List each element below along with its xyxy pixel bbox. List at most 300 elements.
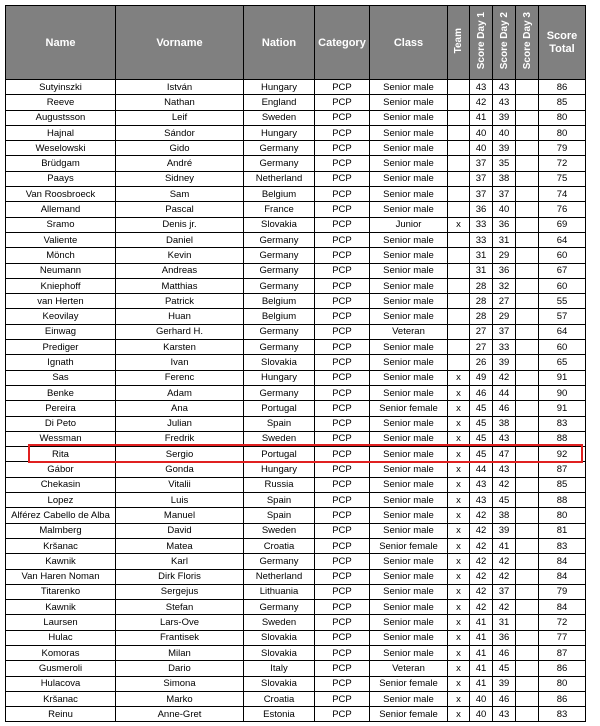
score-total-cell: 80 xyxy=(539,676,586,691)
table-row xyxy=(6,355,586,370)
nation-cell: Portugal xyxy=(244,447,315,462)
score-day-3-cell xyxy=(516,202,539,217)
table-row xyxy=(6,171,586,186)
table-row xyxy=(6,187,586,202)
score-day-2-cell: 39 xyxy=(493,523,516,538)
table-row xyxy=(6,294,586,309)
table-row xyxy=(6,447,586,462)
table-row xyxy=(6,232,586,247)
team-cell: x xyxy=(448,447,470,462)
score-day-1-cell: 36 xyxy=(470,202,493,217)
score-day-2-cell: 35 xyxy=(493,156,516,171)
score-day-1-cell: 42 xyxy=(470,538,493,553)
score-day-1-cell: 41 xyxy=(470,615,493,630)
name-cell: Prediger xyxy=(6,340,116,355)
class-cell: Senior female xyxy=(370,401,448,416)
score-total-cell: 86 xyxy=(539,691,586,706)
score-day-1-cell: 40 xyxy=(470,141,493,156)
nation-cell: Sweden xyxy=(244,523,315,538)
vorname-cell: André xyxy=(116,156,244,171)
nation-cell: Germany xyxy=(244,263,315,278)
team-cell: x xyxy=(448,217,470,232)
vorname-cell: Huan xyxy=(116,309,244,324)
score-total-cell: 69 xyxy=(539,217,586,232)
team-cell: x xyxy=(448,431,470,446)
score-total-cell: 64 xyxy=(539,324,586,339)
class-cell: Senior male xyxy=(370,493,448,508)
table-row xyxy=(6,309,586,324)
vorname-cell: Dirk Floris xyxy=(116,569,244,584)
score-day-3-cell xyxy=(516,477,539,492)
category-cell: PCP xyxy=(315,554,370,569)
score-day-2-cell: 45 xyxy=(493,661,516,676)
table-row xyxy=(6,110,586,125)
score-day-2-cell: 46 xyxy=(493,645,516,660)
team-cell: x xyxy=(448,676,470,691)
vorname-cell: Manuel xyxy=(116,508,244,523)
header-score-total-label: Score Total xyxy=(546,29,578,55)
score-day-3-cell xyxy=(516,385,539,400)
class-cell: Senior male xyxy=(370,462,448,477)
vorname-cell: Sergejus xyxy=(116,584,244,599)
score-day-1-cell: 33 xyxy=(470,217,493,232)
score-day-3-cell xyxy=(516,615,539,630)
score-day-3-cell xyxy=(516,569,539,584)
score-day-2-cell: 38 xyxy=(493,171,516,186)
category-cell: PCP xyxy=(315,661,370,676)
category-cell: PCP xyxy=(315,278,370,293)
category-cell: PCP xyxy=(315,217,370,232)
name-cell: Di Peto xyxy=(6,416,116,431)
score-total-cell: 79 xyxy=(539,141,586,156)
results-table-container xyxy=(5,5,586,722)
class-cell: Senior male xyxy=(370,232,448,247)
vorname-cell: Karsten xyxy=(116,340,244,355)
score-day-2-cell: 31 xyxy=(493,232,516,247)
class-cell: Senior male xyxy=(370,615,448,630)
vorname-cell: Sándor xyxy=(116,125,244,140)
table-row xyxy=(6,370,586,385)
score-day-1-cell: 27 xyxy=(470,340,493,355)
table-row xyxy=(6,340,586,355)
name-cell: Titarenko xyxy=(6,584,116,599)
score-day-2-cell: 38 xyxy=(493,416,516,431)
category-cell: PCP xyxy=(315,416,370,431)
category-cell: PCP xyxy=(315,569,370,584)
score-day-2-cell: 39 xyxy=(493,110,516,125)
name-cell: Reinu xyxy=(6,707,116,722)
team-cell: x xyxy=(448,615,470,630)
table-row xyxy=(6,523,586,538)
score-day-1-cell: 49 xyxy=(470,370,493,385)
name-cell: Van Roosbroeck xyxy=(6,187,116,202)
table-row xyxy=(6,278,586,293)
nation-cell: Slovakia xyxy=(244,676,315,691)
vorname-cell: Vitalii xyxy=(116,477,244,492)
team-cell xyxy=(448,232,470,247)
category-cell: PCP xyxy=(315,462,370,477)
score-day-1-cell: 27 xyxy=(470,324,493,339)
nation-cell: Croatia xyxy=(244,691,315,706)
table-row xyxy=(6,477,586,492)
score-day-2-cell: 43 xyxy=(493,80,516,95)
vorname-cell: Ana xyxy=(116,401,244,416)
score-day-2-cell: 36 xyxy=(493,630,516,645)
score-total-cell: 85 xyxy=(539,477,586,492)
vorname-cell: Adam xyxy=(116,385,244,400)
team-cell xyxy=(448,95,470,110)
score-day-1-cell: 42 xyxy=(470,523,493,538)
score-day-1-cell: 33 xyxy=(470,232,493,247)
table-row xyxy=(6,324,586,339)
score-day-2-cell: 37 xyxy=(493,584,516,599)
score-day-1-cell: 46 xyxy=(470,385,493,400)
vorname-cell: Kevin xyxy=(116,248,244,263)
vorname-cell: Luis xyxy=(116,493,244,508)
class-cell: Senior male xyxy=(370,370,448,385)
header-team xyxy=(448,6,470,80)
score-day-2-cell: 37 xyxy=(493,187,516,202)
score-day-3-cell xyxy=(516,554,539,569)
class-cell: Senior male xyxy=(370,477,448,492)
nation-cell: Italy xyxy=(244,661,315,676)
score-day-1-cell: 41 xyxy=(470,676,493,691)
name-cell: Malmberg xyxy=(6,523,116,538)
score-day-1-cell: 42 xyxy=(470,584,493,599)
header-row xyxy=(6,6,586,80)
class-cell: Senior female xyxy=(370,538,448,553)
category-cell: PCP xyxy=(315,431,370,446)
class-cell: Junior xyxy=(370,217,448,232)
nation-cell: Estonia xyxy=(244,707,315,722)
score-day-3-cell xyxy=(516,95,539,110)
team-cell xyxy=(448,110,470,125)
category-cell: PCP xyxy=(315,202,370,217)
score-total-cell: 84 xyxy=(539,569,586,584)
score-total-cell: 91 xyxy=(539,401,586,416)
header-score-day-1 xyxy=(470,6,493,80)
name-cell: Rita xyxy=(6,447,116,462)
class-cell: Senior male xyxy=(370,141,448,156)
score-total-cell: 76 xyxy=(539,202,586,217)
name-cell: Pereira xyxy=(6,401,116,416)
vorname-cell: Daniel xyxy=(116,232,244,247)
score-total-cell: 75 xyxy=(539,171,586,186)
score-day-1-cell: 43 xyxy=(470,477,493,492)
nation-cell: Belgium xyxy=(244,294,315,309)
name-cell: Kawnik xyxy=(6,554,116,569)
team-cell xyxy=(448,340,470,355)
header-nation: Nation xyxy=(244,6,315,80)
score-day-2-cell: 39 xyxy=(493,141,516,156)
table-row xyxy=(6,431,586,446)
header-score-day-2 xyxy=(493,6,516,80)
header-name: Name xyxy=(6,6,116,80)
results-table xyxy=(5,5,586,722)
class-cell: Senior male xyxy=(370,569,448,584)
class-cell: Senior male xyxy=(370,95,448,110)
nation-cell: Hungary xyxy=(244,370,315,385)
vorname-cell: Ferenc xyxy=(116,370,244,385)
score-day-1-cell: 43 xyxy=(470,80,493,95)
score-day-2-cell: 33 xyxy=(493,340,516,355)
score-total-cell: 87 xyxy=(539,462,586,477)
score-day-3-cell xyxy=(516,447,539,462)
score-day-2-cell: 38 xyxy=(493,508,516,523)
score-day-2-cell: 47 xyxy=(493,447,516,462)
name-cell: Keovilay xyxy=(6,309,116,324)
category-cell: PCP xyxy=(315,340,370,355)
team-cell xyxy=(448,125,470,140)
nation-cell: Spain xyxy=(244,508,315,523)
table-row xyxy=(6,615,586,630)
vorname-cell: Marko xyxy=(116,691,244,706)
name-cell: Sas xyxy=(6,370,116,385)
header-category: Category xyxy=(315,6,370,80)
category-cell: PCP xyxy=(315,615,370,630)
score-day-3-cell xyxy=(516,661,539,676)
vorname-cell: Patrick xyxy=(116,294,244,309)
header-score-day-1-label: Score Day 1 xyxy=(475,12,487,70)
category-cell: PCP xyxy=(315,171,370,186)
score-day-1-cell: 31 xyxy=(470,263,493,278)
table-row xyxy=(6,538,586,553)
vorname-cell: Lars-Ove xyxy=(116,615,244,630)
class-cell: Senior male xyxy=(370,431,448,446)
table-row xyxy=(6,707,586,722)
score-total-cell: 55 xyxy=(539,294,586,309)
class-cell: Senior male xyxy=(370,248,448,263)
score-day-2-cell: 39 xyxy=(493,676,516,691)
score-day-3-cell xyxy=(516,691,539,706)
vorname-cell: Sidney xyxy=(116,171,244,186)
table-row xyxy=(6,202,586,217)
category-cell: PCP xyxy=(315,80,370,95)
nation-cell: Lithuania xyxy=(244,584,315,599)
score-day-1-cell: 41 xyxy=(470,645,493,660)
score-day-2-cell: 36 xyxy=(493,263,516,278)
score-day-3-cell xyxy=(516,676,539,691)
nation-cell: Slovakia xyxy=(244,645,315,660)
vorname-cell: Matthias xyxy=(116,278,244,293)
score-day-3-cell xyxy=(516,707,539,722)
score-day-2-cell: 37 xyxy=(493,324,516,339)
nation-cell: Slovakia xyxy=(244,630,315,645)
vorname-cell: Sam xyxy=(116,187,244,202)
name-cell: Gábor xyxy=(6,462,116,477)
score-total-cell: 90 xyxy=(539,385,586,400)
score-day-2-cell: 36 xyxy=(493,217,516,232)
nation-cell: Hungary xyxy=(244,462,315,477)
class-cell: Senior male xyxy=(370,508,448,523)
score-day-1-cell: 28 xyxy=(470,278,493,293)
score-day-3-cell xyxy=(516,324,539,339)
team-cell xyxy=(448,324,470,339)
score-day-1-cell: 45 xyxy=(470,447,493,462)
category-cell: PCP xyxy=(315,385,370,400)
name-cell: van Herten xyxy=(6,294,116,309)
team-cell xyxy=(448,248,470,263)
team-cell: x xyxy=(448,600,470,615)
category-cell: PCP xyxy=(315,645,370,660)
vorname-cell: David xyxy=(116,523,244,538)
class-cell: Senior male xyxy=(370,447,448,462)
name-cell: Sutyinszki xyxy=(6,80,116,95)
team-cell: x xyxy=(448,538,470,553)
nation-cell: Germany xyxy=(244,248,315,263)
vorname-cell: Fredrik xyxy=(116,431,244,446)
nation-cell: Portugal xyxy=(244,401,315,416)
score-day-2-cell: 31 xyxy=(493,615,516,630)
nation-cell: England xyxy=(244,95,315,110)
score-day-1-cell: 42 xyxy=(470,554,493,569)
name-cell: Hulacova xyxy=(6,676,116,691)
score-total-cell: 80 xyxy=(539,125,586,140)
score-day-3-cell xyxy=(516,355,539,370)
vorname-cell: Denis jr. xyxy=(116,217,244,232)
category-cell: PCP xyxy=(315,630,370,645)
score-day-2-cell: 44 xyxy=(493,385,516,400)
class-cell: Veteran xyxy=(370,661,448,676)
score-total-cell: 60 xyxy=(539,278,586,293)
score-day-3-cell xyxy=(516,630,539,645)
team-cell xyxy=(448,355,470,370)
score-day-1-cell: 28 xyxy=(470,309,493,324)
team-cell xyxy=(448,263,470,278)
vorname-cell: Simona xyxy=(116,676,244,691)
score-day-3-cell xyxy=(516,125,539,140)
score-total-cell: 84 xyxy=(539,554,586,569)
name-cell: Kršanac xyxy=(6,538,116,553)
nation-cell: Germany xyxy=(244,156,315,171)
score-total-cell: 83 xyxy=(539,538,586,553)
nation-cell: Netherland xyxy=(244,569,315,584)
table-row xyxy=(6,645,586,660)
score-day-2-cell: 42 xyxy=(493,370,516,385)
category-cell: PCP xyxy=(315,523,370,538)
nation-cell: Germany xyxy=(244,141,315,156)
name-cell: Benke xyxy=(6,385,116,400)
score-total-cell: 91 xyxy=(539,370,586,385)
score-total-cell: 65 xyxy=(539,355,586,370)
nation-cell: Hungary xyxy=(244,125,315,140)
vorname-cell: Andreas xyxy=(116,263,244,278)
score-total-cell: 86 xyxy=(539,661,586,676)
score-day-2-cell: 42 xyxy=(493,600,516,615)
class-cell: Senior male xyxy=(370,584,448,599)
score-day-3-cell xyxy=(516,263,539,278)
vorname-cell: Gerhard H. xyxy=(116,324,244,339)
name-cell: Mönch xyxy=(6,248,116,263)
table-row xyxy=(6,248,586,263)
score-day-3-cell xyxy=(516,187,539,202)
score-day-1-cell: 45 xyxy=(470,401,493,416)
team-cell: x xyxy=(448,477,470,492)
team-cell xyxy=(448,309,470,324)
score-day-2-cell: 29 xyxy=(493,309,516,324)
class-cell: Senior male xyxy=(370,309,448,324)
category-cell: PCP xyxy=(315,707,370,722)
team-cell: x xyxy=(448,385,470,400)
name-cell: Van Haren Noman xyxy=(6,569,116,584)
score-day-3-cell xyxy=(516,309,539,324)
score-day-1-cell: 42 xyxy=(470,95,493,110)
vorname-cell: Karl xyxy=(116,554,244,569)
name-cell: Chekasin xyxy=(6,477,116,492)
score-total-cell: 67 xyxy=(539,263,586,278)
nation-cell: Germany xyxy=(244,385,315,400)
team-cell xyxy=(448,156,470,171)
score-total-cell: 80 xyxy=(539,508,586,523)
team-cell xyxy=(448,202,470,217)
score-day-1-cell: 26 xyxy=(470,355,493,370)
score-day-3-cell xyxy=(516,431,539,446)
category-cell: PCP xyxy=(315,477,370,492)
score-total-cell: 64 xyxy=(539,232,586,247)
vorname-cell: István xyxy=(116,80,244,95)
score-day-1-cell: 37 xyxy=(470,156,493,171)
category-cell: PCP xyxy=(315,263,370,278)
team-cell: x xyxy=(448,645,470,660)
score-total-cell: 92 xyxy=(539,447,586,462)
vorname-cell: Stefan xyxy=(116,600,244,615)
category-cell: PCP xyxy=(315,447,370,462)
category-cell: PCP xyxy=(315,355,370,370)
score-total-cell: 79 xyxy=(539,584,586,599)
score-day-3-cell xyxy=(516,278,539,293)
score-total-cell: 57 xyxy=(539,309,586,324)
score-day-3-cell xyxy=(516,171,539,186)
score-total-cell: 83 xyxy=(539,416,586,431)
vorname-cell: Anne-Gret xyxy=(116,707,244,722)
vorname-cell: Matea xyxy=(116,538,244,553)
category-cell: PCP xyxy=(315,95,370,110)
score-day-3-cell xyxy=(516,401,539,416)
category-cell: PCP xyxy=(315,110,370,125)
name-cell: Einwag xyxy=(6,324,116,339)
name-cell: Alférez Cabello de Alba xyxy=(6,508,116,523)
class-cell: Senior male xyxy=(370,416,448,431)
score-day-2-cell: 42 xyxy=(493,569,516,584)
score-day-2-cell: 41 xyxy=(493,538,516,553)
score-day-3-cell xyxy=(516,462,539,477)
category-cell: PCP xyxy=(315,676,370,691)
name-cell: Lopez xyxy=(6,493,116,508)
team-cell: x xyxy=(448,523,470,538)
nation-cell: Germany xyxy=(244,232,315,247)
class-cell: Senior male xyxy=(370,80,448,95)
score-day-2-cell: 43 xyxy=(493,431,516,446)
score-day-1-cell: 28 xyxy=(470,294,493,309)
nation-cell: Croatia xyxy=(244,538,315,553)
score-day-1-cell: 41 xyxy=(470,110,493,125)
vorname-cell: Ivan xyxy=(116,355,244,370)
score-day-1-cell: 40 xyxy=(470,691,493,706)
category-cell: PCP xyxy=(315,584,370,599)
score-day-1-cell: 40 xyxy=(470,707,493,722)
team-cell: x xyxy=(448,554,470,569)
score-day-3-cell xyxy=(516,370,539,385)
score-total-cell: 60 xyxy=(539,340,586,355)
name-cell: Hulac xyxy=(6,630,116,645)
nation-cell: Sweden xyxy=(244,431,315,446)
score-total-cell: 85 xyxy=(539,95,586,110)
class-cell: Senior male xyxy=(370,385,448,400)
score-day-1-cell: 41 xyxy=(470,630,493,645)
table-row xyxy=(6,630,586,645)
nation-cell: Germany xyxy=(244,324,315,339)
score-total-cell: 72 xyxy=(539,615,586,630)
